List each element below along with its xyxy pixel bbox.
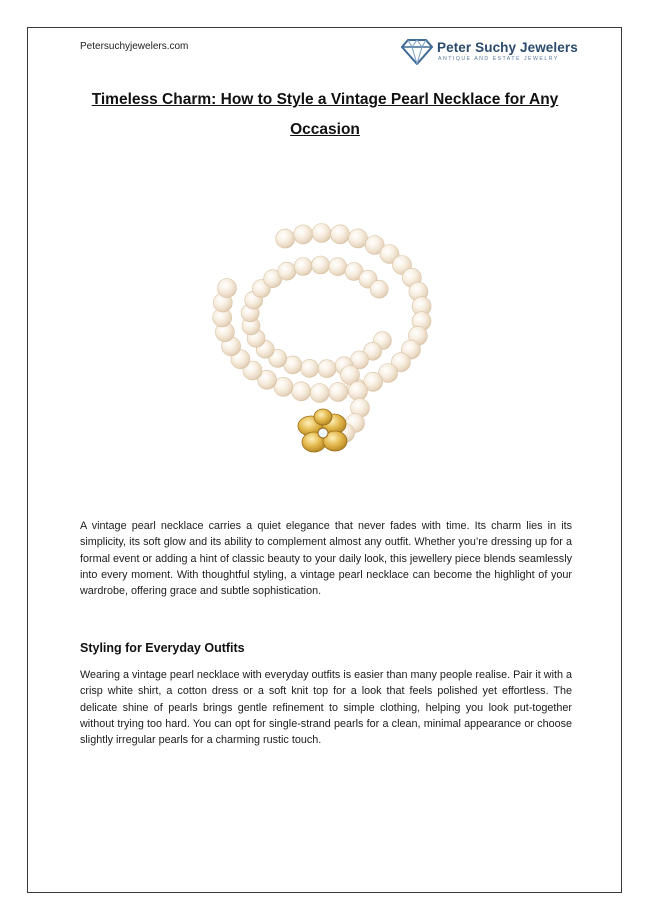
brand-logo[interactable] bbox=[400, 39, 580, 69]
pearl bbox=[301, 359, 319, 377]
pearl bbox=[294, 258, 312, 276]
pearl bbox=[218, 279, 237, 298]
pearl bbox=[349, 229, 368, 248]
pearl bbox=[318, 360, 336, 378]
pearl bbox=[276, 229, 295, 248]
pearl bbox=[370, 280, 388, 298]
pearl bbox=[278, 262, 296, 280]
diamond-icon bbox=[400, 39, 434, 65]
section-paragraph: Wearing a vintage pearl necklace with everyday outfits is easier than many people realise. Pair it with a crisp white shirt, a cotton dress or a soft knit top for a look that feels polished yet effortless. The delicate shine of pearls brings gentle refinement to simple clothing, helping you look put-together without trying too hard. You can opt for single-strand pearls for a clean, minimal appearance or choose slightly irregular pearls for a charming rustic touch. bbox=[80, 669, 572, 747]
pearl bbox=[294, 225, 313, 244]
logo-name: Peter Suchy Jewelers bbox=[437, 40, 578, 55]
pearl bbox=[292, 382, 311, 401]
pearl bbox=[329, 258, 347, 276]
pearl-necklace-image bbox=[200, 215, 450, 475]
pearl bbox=[331, 225, 350, 244]
site-url[interactable]: Petersuchyjewelers.com bbox=[80, 41, 189, 52]
section-heading: Styling for Everyday Outfits bbox=[80, 641, 245, 655]
intro-paragraph: A vintage pearl necklace carries a quiet elegance that never fades with time. Its charm lies in its simplicity, its soft glow and its ability to complement almost any outfit. Whether you’re dressing up for a formal event or adding a hint of classic beauty to your daily look, this jewellery piece blends seamlessly into every moment. With thoughtful styling, a vintage pearl necklace can become the highlight of your wardrobe, offering grace and subtle sophistication. bbox=[80, 520, 572, 598]
pearl bbox=[329, 382, 348, 401]
article-title: Timeless Charm: How to Style a Vintage Pearl Necklace for Any Occasion bbox=[91, 91, 559, 138]
pearl bbox=[312, 224, 331, 243]
pearl bbox=[349, 382, 368, 401]
pearl bbox=[312, 256, 330, 274]
pearl bbox=[310, 384, 329, 403]
flower-clasp bbox=[298, 409, 347, 452]
logo-tagline: ANTIQUE AND ESTATE JEWELRY bbox=[438, 56, 559, 62]
